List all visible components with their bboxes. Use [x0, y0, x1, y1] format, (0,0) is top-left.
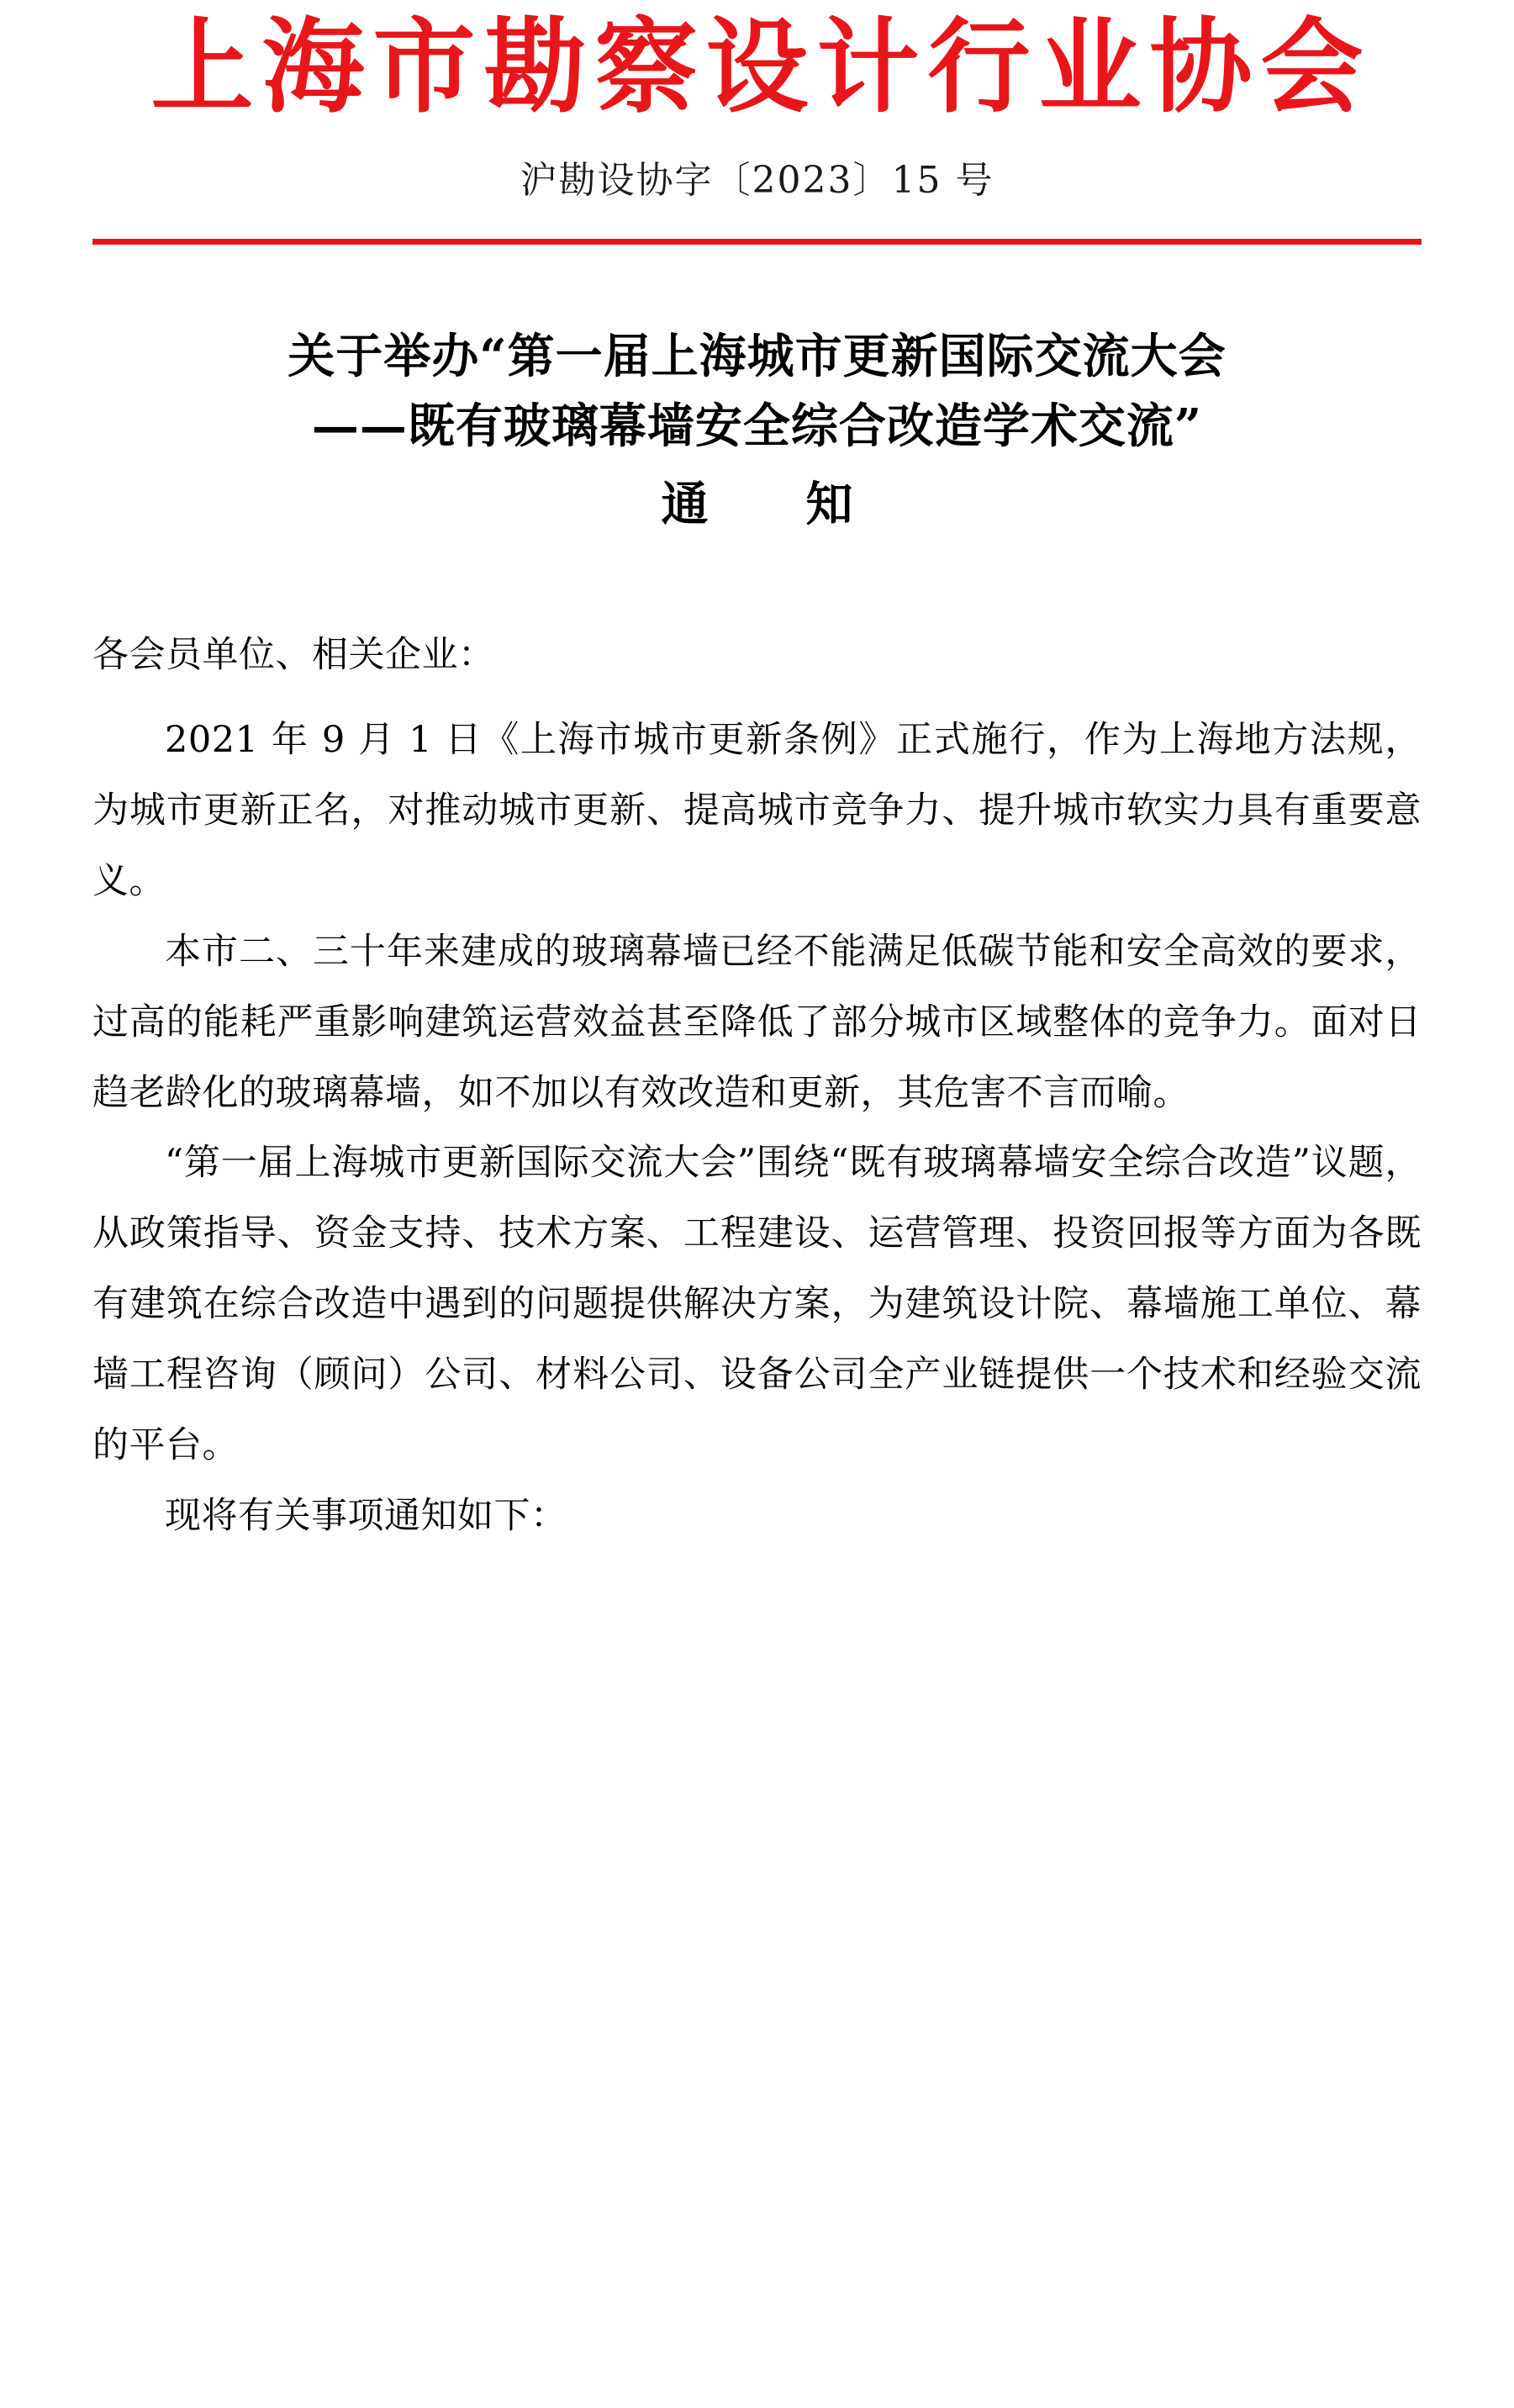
- body-paragraph: “第一届上海城市更新国际交流大会”围绕“既有玻璃幕墙安全综合改造”议题，从政策指导、资金支持、技术方案、工程建设、运营管理、投资回报等方面为各既有建筑在综合改造中遇到的问题提供解决方案，为建筑设计院、幕墙施工单位、幕墙工程咨询（顾问）公司、材料公司、设备公司全产业链提供一个技术和经验交流的平台。: [92, 1142, 1422, 1466]
- body-paragraph: 现将有关事项通知如下：: [165, 1494, 567, 1537]
- document-body: [92, 620, 1422, 1552]
- letterhead: [92, 0, 1422, 245]
- body-paragraph: 本市二、三十年来建成的玻璃幕墙已经不能满足低碳节能和安全高效的要求，过高的能耗严重影响建筑运营效益甚至降低了部分城市区域整体的竞争力。面对日趋老龄化的玻璃幕墙，如不加以有效改造和更新，其危害不言而喻。: [92, 930, 1422, 1114]
- organization-title: 上海市勘察设计行业协会: [150, 6, 1372, 127]
- body-paragraph: 2021 年 9 月 1 日《上海市城市更新条例》正式施行，作为上海地方法规，为城市更新正名，对推动城市更新、提高城市竞争力、提升城市软实力具有重要意义。: [92, 719, 1422, 903]
- document-title-notice: 通 知: [661, 476, 878, 532]
- red-divider-rule: [92, 239, 1422, 245]
- document-title-line-2: ——既有玻璃幕墙安全综合改造学术交流”: [311, 398, 1203, 454]
- document-title: [92, 322, 1422, 540]
- document-number: 沪勘设协字〔2023〕15 号: [520, 158, 994, 202]
- salutation: 各会员单位、相关企业：: [92, 633, 495, 676]
- document-title-line-1: 关于举办“第一届上海城市更新国际交流大会: [288, 328, 1226, 384]
